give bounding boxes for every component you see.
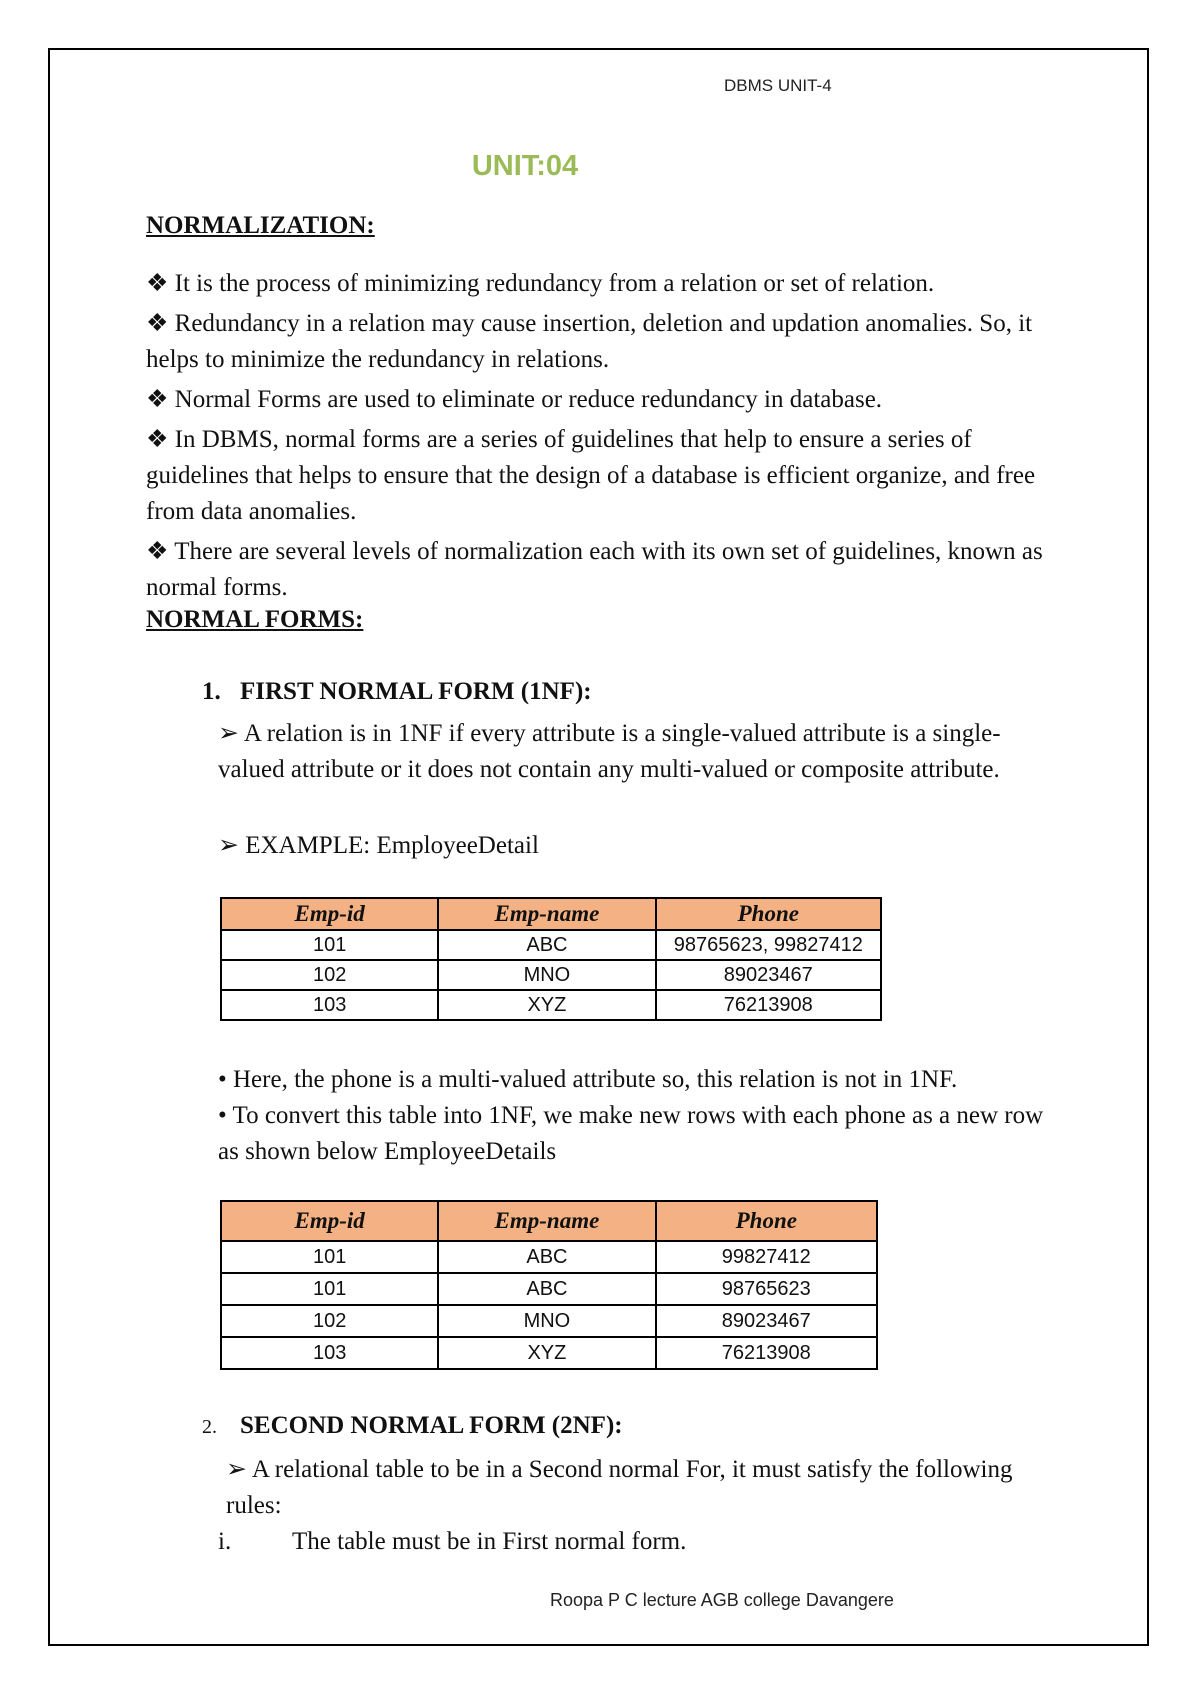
second-nf-rule: The table must be in First normal form. [292,1528,687,1555]
table-cell: MNO [438,960,655,990]
table-row [221,930,881,960]
column-header: Emp-id [221,898,438,930]
table-cell: 76213908 [656,990,881,1020]
first-nf-note-2: • To convert this table into 1NF, we make new rows with each phone as a new row as shown below EmployeeDetails [218,1102,1044,1165]
table-cell: 103 [221,990,438,1020]
page-header: DBMS UNIT-4 [724,76,832,95]
table-row [221,1337,877,1369]
second-nf-number: 2. [202,1416,217,1438]
table-header-row [221,1201,877,1241]
table-cell: 76213908 [656,1337,877,1369]
table-row [221,960,881,990]
table-cell: ABC [438,930,655,960]
normalization-heading: NORMALIZATION: [146,212,375,239]
table-row [221,990,881,1020]
table-cell: 101 [221,930,438,960]
table-cell: 101 [221,1241,438,1273]
table-cell: ABC [438,1273,655,1305]
table-cell: 102 [221,960,438,990]
first-nf-definition: ➢ A relation is in 1NF if every attribute is a single-valued attribute is a single-valued attribute or it does not contain any multi-valued or composite attribute. [218,720,1001,783]
table-header-row [221,898,881,930]
first-nf-example: ➢ EXAMPLE: EmployeeDetail [218,832,539,859]
table-row [221,1241,877,1273]
column-header: Emp-name [438,1201,655,1241]
column-header: Phone [656,898,881,930]
first-nf-number: 1. [202,678,221,705]
second-nf-rule-number: i. [218,1528,232,1555]
employee-details-1nf-table [220,1200,878,1370]
column-header: Emp-id [221,1201,438,1241]
table-row [221,1273,877,1305]
table-cell: XYZ [438,990,655,1020]
column-header: Phone [656,1201,877,1241]
table-cell: 89023467 [656,1305,877,1337]
second-nf-definition: ➢ A relational table to be in a Second normal For, it must satisfy the following rules: [226,1456,1013,1519]
table-cell: 103 [221,1337,438,1369]
table-cell: 89023467 [656,960,881,990]
table-cell: MNO [438,1305,655,1337]
normalization-point-3: ❖ Normal Forms are used to eliminate or reduce redundancy in database. [146,386,883,413]
table-cell: 102 [221,1305,438,1337]
table-cell: 98765623, 99827412 [656,930,881,960]
normalization-point-1: ❖ It is the process of minimizing redundancy from a relation or set of relation. [146,270,935,297]
normalization-point-2: ❖ Redundancy in a relation may cause insertion, deletion and updation anomalies. So, it helps to minimize the redundancy in relations. [146,310,1033,373]
first-nf-title: FIRST NORMAL FORM (1NF): [240,678,592,705]
table-cell: 98765623 [656,1273,877,1305]
table-cell: 99827412 [656,1241,877,1273]
table-row [221,1305,877,1337]
normalization-point-4: ❖ In DBMS, normal forms are a series of guidelines that help to ensure a series of guidelines that helps to ensure that the design of a database is efficient organize, and free from data anomalies. [146,426,1036,525]
table-cell: ABC [438,1241,655,1273]
first-nf-note-1: • Here, the phone is a multi-valued attribute so, this relation is not in 1NF. [218,1066,958,1093]
page-footer: Roopa P C lecture AGB college Davangere [550,1590,894,1610]
unit-title: UNIT:04 [471,150,579,182]
second-nf-title: SECOND NORMAL FORM (2NF): [240,1412,623,1439]
normal-forms-heading: NORMAL FORMS: [146,606,364,633]
normalization-point-5: ❖ There are several levels of normalization each with its own set of guidelines, known as normal forms. [146,538,1043,601]
table-cell: XYZ [438,1337,655,1369]
employee-detail-table [220,897,882,1021]
table-cell: 101 [221,1273,438,1305]
column-header: Emp-name [438,898,655,930]
